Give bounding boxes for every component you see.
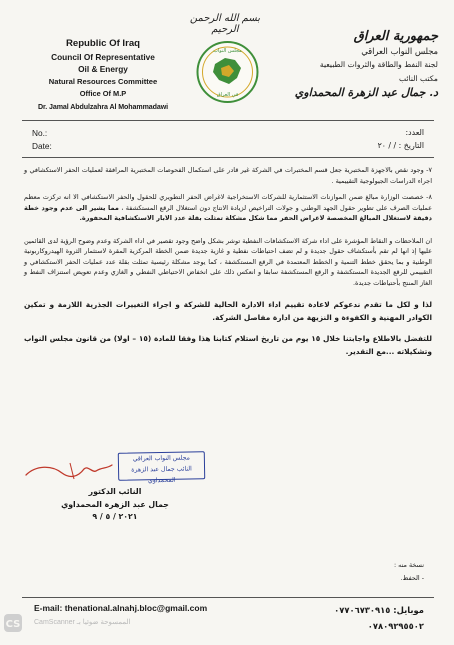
header-ar-line1: جمهورية العراق [353, 29, 438, 44]
handwritten-signature [22, 459, 117, 485]
camscanner-icon [3, 613, 23, 633]
paragraph-11: للتفضل بالاطلاع واجابتنا خلال ١٥ يوم من تاريخ استلام كتابنا هذا وفقا للمادة (١٥ – اولا) من قانون مجلس النواب وتشكيلاته ...مع التقدير. [24, 334, 432, 356]
date-label-ar: التاريخ : / / ٢٠ [377, 141, 424, 150]
signature-name: جمال عبد الزهرة المحمداوي [61, 499, 169, 509]
header-en-line2: Council Of Representative [51, 51, 155, 62]
logo-text-top: مجلس النواب [213, 48, 242, 54]
header-en-line5: Office Of M.P [79, 89, 127, 98]
header-en-line4: Natural Resources Committee [48, 76, 158, 86]
paragraph-8 [24, 192, 432, 224]
paragraph-9: ان الملاحظات و النقاط المؤشرة على اداء شركة الاستكشافات النفطية توشر بشكل واضح وجود تقصير في اداء الشركة وعدم وضوح الرؤية لدى القائمين عليها إذ انها لم تقم بأستكشاف حقول جديدة و لم تضف احتياطات نفطية و غازية جديدة ضمن الخطة المركزية المقرة لاستثمار الثروة الهيدروكاربونية الوطنية و بما يحقق خطط التنمية و الخطط المعتمدة في الرقع المستكشفة ، كما يوجد مشكلة رئيسية تمثلت بقلة عدد عمليات الحفر الاستكشافي و التقييمي للرقع الجديدة المستكشفة و الرقع المستكشفة سابقا و انعكس ذلك على انخفاض الاحتياطي النفطي و الغازي وعدم تعويض استنزاف النفط و الغاز المنتج بأحتياطات جديدة. [24, 236, 432, 287]
stamp-line1: مجلس النواب العراقي [132, 454, 191, 463]
date-label: Date: [32, 141, 52, 151]
header-divider [22, 120, 434, 121]
footer-scanner-watermark: CamScanner الممسوحة ضوئيا بـ [34, 619, 131, 626]
paragraph-8-bold: مما يشير الى عدم وجود خطة دقيقة لاستغلال المبالغ المخصصة لاغراض الحفر مما شكل مشكلة تمثلت بقلة عدد الابار الاستكشافية المحفورة. [24, 203, 432, 222]
footer-email: E-mail: thenational.alnahj.bloc@gmail.com [34, 603, 208, 613]
official-stamp [118, 451, 205, 485]
paragraph-8-text: ٨- خصصت الوزارة مبالغ ضمن الموازنات الاستثمارية للشركات الاستخراجية لاغراض الحفر التطويري للحقول والحفر الاستكشافي الا انه تركزت معظم عمليات الصرف على تطوير حقول الجهد الوطني و جولات التراخيص لزيادة الانتاج دون استغلال الرقع المستكشفة ، [24, 193, 432, 212]
copy-to [394, 559, 424, 585]
footer-phones [334, 602, 424, 634]
number-label-ar: العدد: [405, 128, 424, 137]
logo-text-bottom: في العراق [216, 92, 239, 98]
header-en-line6: Dr. Jamal Abdulzahra Al Mohammadawi [38, 102, 168, 111]
svg-text:CS: CS [5, 619, 21, 630]
header-en-line1: Republic Of Iraq [65, 38, 141, 49]
header-en-line3: Oil & Energy [78, 64, 128, 74]
copy-to-label: نسخة منه : [393, 561, 424, 569]
council-logo-icon [195, 38, 260, 106]
header-ar-line4: مكتب النائب [398, 74, 438, 83]
footer-divider [22, 597, 434, 598]
stamp-line2: النائب جمال عبد الزهرة المحمداوي [131, 465, 192, 485]
letter-body [24, 165, 432, 358]
signature-date: ٢٠٢١ / ٥ / ٩ [92, 512, 138, 521]
header-english [28, 38, 178, 113]
meta-divider [22, 157, 434, 158]
footer-phone-1: موبايل: ٠٧٧٠٦٧٣٠٩١٥ [334, 605, 424, 615]
copy-to-item: - الحفظ. [400, 574, 424, 582]
number-label: No.: [32, 128, 48, 138]
header-arabic [288, 30, 438, 100]
basmala: بسم الله الرحمن الرحيم [189, 13, 261, 35]
header-ar-line2: مجلس النواب العراقي [361, 46, 438, 56]
signature-block [60, 486, 170, 524]
footer-phone-2: ٠٧٨٠٩٢٩٥٥٠٢ [367, 621, 424, 631]
header-ar-line5: د. جمال عبد الزهرة المحمداوي [294, 86, 438, 99]
paragraph-10: لذا و لكل ما تقدم ندعوكم لاعادة تقييم اداء الادارة الحالية للشركة و اجراء التغييرات الجذرية اللازمة و تمكين الكوادر المهنية و الكفوءة و النزيهة من ادارة مفاصل الشركة. [24, 300, 432, 322]
header-ar-line3: لجنة النفط والطاقة والثروات الطبيعية [319, 60, 438, 69]
paragraph-7: ٧- وجود نقص بالاجهزة المختبرية جعل قسم المختبرات في الشركة غير قادر على استكمال الفحوصات المختبرية المرافقة لعمليات الحفر الاستكشافي و اجراء الدراسات الجيولوجية التقييمية . [24, 166, 432, 185]
signature-title: النائب الدكتور [88, 487, 142, 496]
